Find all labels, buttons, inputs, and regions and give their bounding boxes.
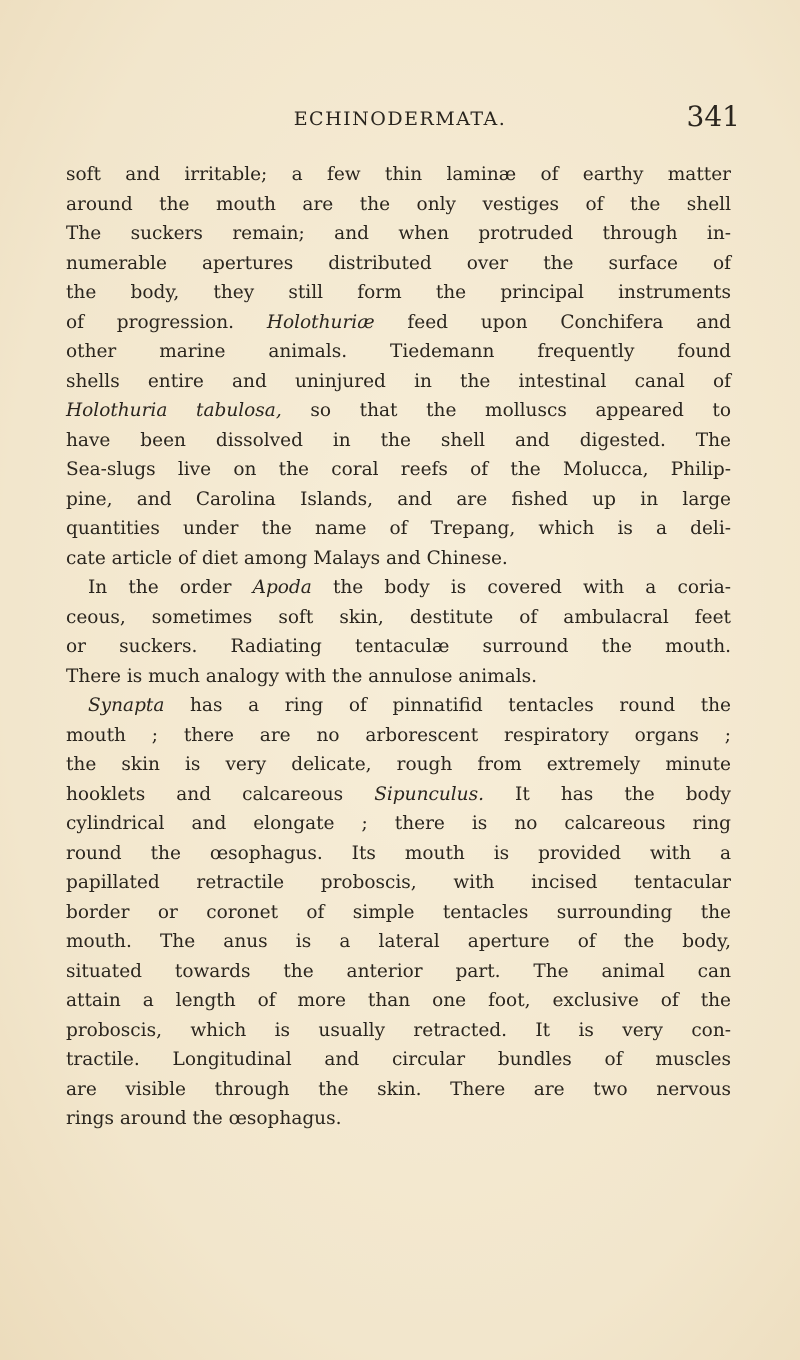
text-line: rings around the œsophagus. xyxy=(66,1108,342,1129)
text-line: mouth. The anus is a lateral aperture of the body, xyxy=(66,931,731,952)
text-line: hooklets and calcareous Sipunculus. It has the body xyxy=(66,783,731,805)
text-line: cylindrical and elongate ; there is no calcareous ring xyxy=(66,813,731,834)
italic-term: Sipunculus. xyxy=(374,783,484,805)
text-line: The suckers remain; and when protruded through in- xyxy=(66,223,731,244)
text-line: round the œsophagus. Its mouth is provided with a xyxy=(66,842,731,864)
italic-term: Synapta xyxy=(88,695,165,716)
text-line: In the order Apoda the body is covered with a coria- xyxy=(88,577,731,598)
page-header xyxy=(0,100,800,140)
text-line: Holothuria tabulosa, so that the molluscs appeared to xyxy=(66,400,732,421)
running-head: ECHINODERMATA. xyxy=(293,108,507,130)
italic-term: Apoda xyxy=(252,577,312,598)
text-line: proboscis, which is usually retracted. It is very con- xyxy=(66,1019,731,1041)
text-line: shells entire and uninjured in the intestinal canal of xyxy=(66,370,731,392)
text-line: papillated retractile proboscis, with incised tentacular xyxy=(66,872,731,893)
page-number: 341 xyxy=(686,100,740,133)
text-line: situated towards the anterior part. The animal can xyxy=(66,960,731,982)
text-line: are visible through the skin. There are two nervous xyxy=(66,1078,731,1100)
text-line: pine, and Carolina Islands, and are fished up in large xyxy=(66,488,731,510)
text-line: tractile. Longitudinal and circular bundles of muscles xyxy=(66,1049,731,1070)
text-line: Sea-slugs live on the coral reefs of the Molucca, Philip- xyxy=(66,459,731,480)
text-line: of progression. Holothuriæ feed upon Conchifera and xyxy=(66,311,731,333)
text-line: numerable apertures distributed over the surface of xyxy=(66,252,731,274)
text-line: have been dissolved in the shell and digested. The xyxy=(66,429,731,451)
text-line: around the mouth are the only vestiges of the shell xyxy=(66,193,731,215)
body-text xyxy=(66,160,731,1134)
text-line: other marine animals. Tiedemann frequently found xyxy=(66,341,731,362)
text-line: the body, they still form the principal instruments xyxy=(66,282,731,303)
text-line: border or coronet of simple tentacles surrounding the xyxy=(66,901,731,923)
text-line: mouth ; there are no arborescent respiratory organs ; xyxy=(66,724,731,746)
text-line: attain a length of more than one foot, exclusive of the xyxy=(66,990,731,1011)
text-line: ceous, sometimes soft skin, destitute of ambulacral feet xyxy=(66,606,731,628)
italic-term: Holothuria tabulosa, xyxy=(66,400,282,421)
text-line: soft and irritable; a few thin laminæ of earthy matter xyxy=(66,164,731,185)
text-line: cate article of diet among Malays and Chinese. xyxy=(66,547,508,569)
text-line: the skin is very delicate, rough from extremely minute xyxy=(66,754,731,775)
text-line: There is much analogy with the annulose animals. xyxy=(66,665,538,687)
italic-term: Holothuriæ xyxy=(266,311,375,333)
text-line: Synapta has a ring of pinnatifid tentacles round the xyxy=(88,695,731,716)
text-line: or suckers. Radiating tentaculæ surround the mouth. xyxy=(66,636,731,657)
text-line: quantities under the name of Trepang, which is a deli- xyxy=(66,518,731,539)
